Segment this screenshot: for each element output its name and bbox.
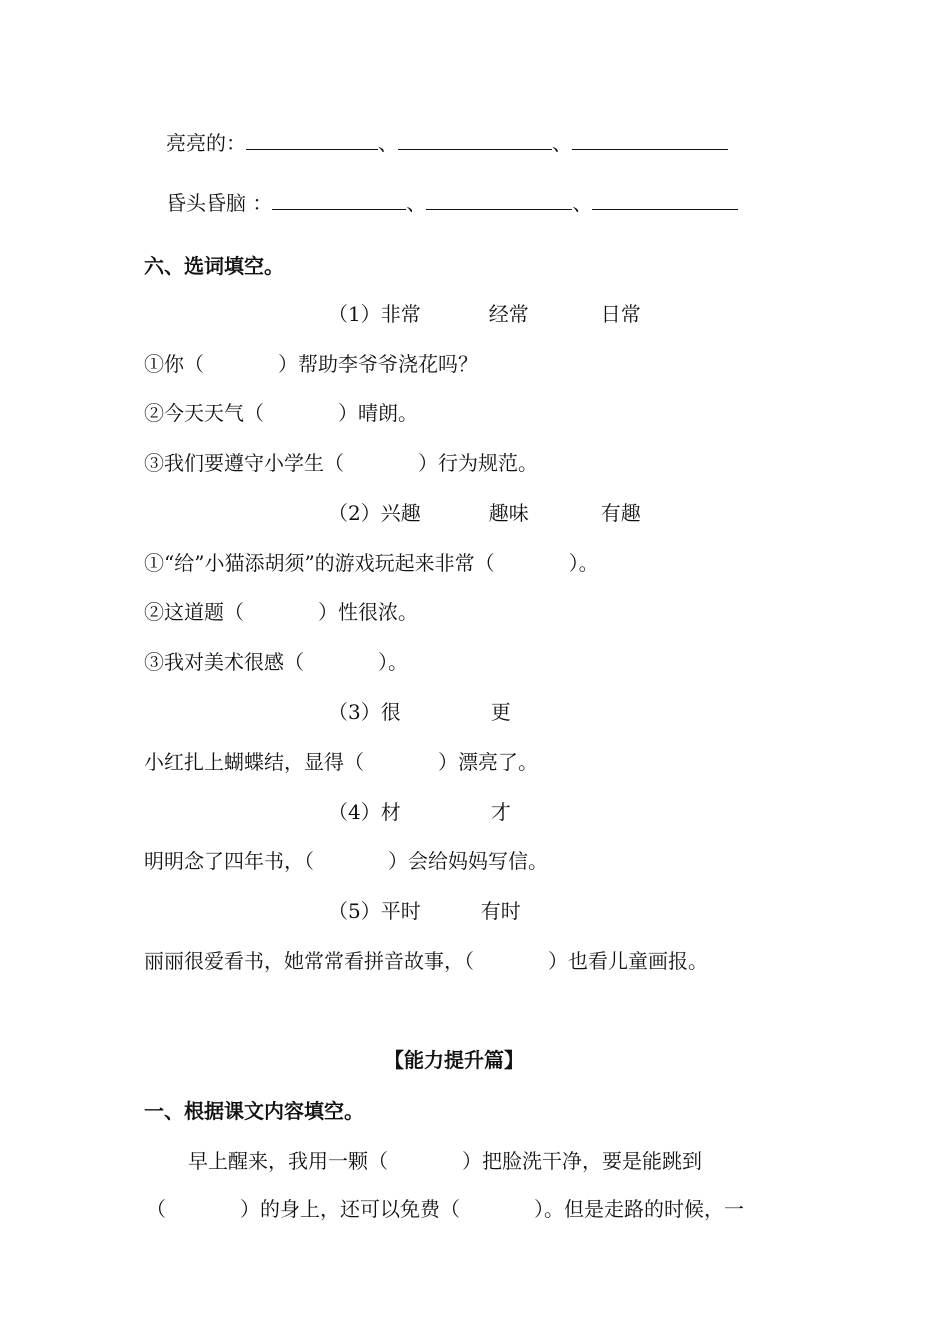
question-text: ）晴朗。: [338, 401, 418, 425]
paragraph-line-1: [188, 1148, 702, 1174]
option-word: 非常: [380, 302, 421, 326]
question-row: [144, 550, 599, 576]
separator: 、: [552, 131, 572, 155]
separator: 、: [572, 191, 593, 215]
question-row: [144, 948, 708, 974]
question-text: 小红扎上蝴蝶结，显得（: [144, 750, 364, 774]
question-text: ）行为规范。: [418, 451, 538, 475]
question-text: ）。: [568, 551, 599, 575]
separator: 、: [378, 131, 398, 155]
group-number: （1）: [328, 302, 381, 326]
group4-options: [328, 799, 511, 825]
paragraph-line-2: [146, 1196, 744, 1222]
question-row: [144, 649, 408, 675]
group-number: （5）: [328, 899, 381, 923]
question-text: ②今天天气（: [144, 401, 264, 425]
blank-line[interactable]: [592, 191, 738, 210]
question-text: ）也看儿童画报。: [548, 949, 708, 973]
group1-options: [328, 301, 641, 327]
paragraph-text: ）的身上，还可以免费（: [240, 1197, 460, 1221]
option-word: 兴趣: [380, 501, 421, 525]
blank-line[interactable]: [246, 131, 378, 150]
blank-line[interactable]: [572, 131, 728, 150]
group-number: （4）: [328, 800, 381, 824]
fill-row-liangliang: [166, 130, 728, 156]
fill-row-label: 亮亮的：: [166, 131, 246, 155]
paragraph-text: （: [146, 1197, 166, 1221]
question-row: [144, 749, 538, 775]
question-text: ①你（: [144, 352, 204, 376]
option-word: 有趣: [600, 501, 641, 525]
option-word: 更: [490, 700, 511, 724]
fill-row-huntou: [166, 190, 738, 216]
blank-line[interactable]: [426, 191, 572, 210]
option-word: 经常: [488, 302, 529, 326]
option-word: 才: [490, 800, 511, 824]
question-text: ②这道题（: [144, 600, 244, 624]
group-number: （3）: [328, 700, 381, 724]
option-word: 材: [380, 800, 401, 824]
group5-options: [328, 898, 521, 924]
question-text: 丽丽很爱看书，她常常看拼音故事，（: [144, 949, 474, 973]
question-text: ）漂亮了。: [438, 750, 538, 774]
blank-line[interactable]: [398, 131, 552, 150]
group2-options: [328, 500, 641, 526]
question-text: ）会给妈妈写信。: [388, 849, 548, 873]
question-text: ）性很浓。: [318, 600, 418, 624]
ability-section1-title: 一、根据课文内容填空。: [144, 1099, 364, 1123]
blank-line[interactable]: [272, 191, 406, 210]
question-row: [144, 351, 478, 377]
question-row: [144, 400, 418, 426]
fill-row-label: 昏头昏脑 ：: [166, 191, 273, 215]
question-text: ①“给”小猫添胡须”的游戏玩起来非常（: [144, 551, 495, 575]
ability-title: 【能力提升篇】: [384, 1048, 524, 1072]
question-row: [144, 848, 548, 874]
paragraph-text: ）。但是走路的时候，一: [534, 1197, 744, 1221]
option-word: 趣味: [488, 501, 529, 525]
question-text: ）。: [378, 650, 408, 674]
question-row: [144, 450, 538, 476]
question-text: 明明念了四年书，（: [144, 849, 314, 873]
option-word: 平时: [380, 899, 421, 923]
paragraph-text: ）把脸洗干净，要是能跳到: [462, 1149, 702, 1173]
separator: 、: [406, 191, 427, 215]
group3-options: [328, 699, 511, 725]
option-word: 很: [380, 700, 401, 724]
question-text: ）帮助李爷爷浇花吗？: [278, 352, 478, 376]
group-number: （2）: [328, 501, 381, 525]
question-text: ③我对美术很感（: [144, 650, 304, 674]
section6-title: 六、选词填空。: [144, 254, 284, 278]
option-word: 日常: [600, 302, 641, 326]
paragraph-text: 早上醒来，我用一颗（: [188, 1149, 388, 1173]
question-row: [144, 599, 418, 625]
question-text: ③我们要遵守小学生（: [144, 451, 344, 475]
option-word: 有时: [480, 899, 521, 923]
